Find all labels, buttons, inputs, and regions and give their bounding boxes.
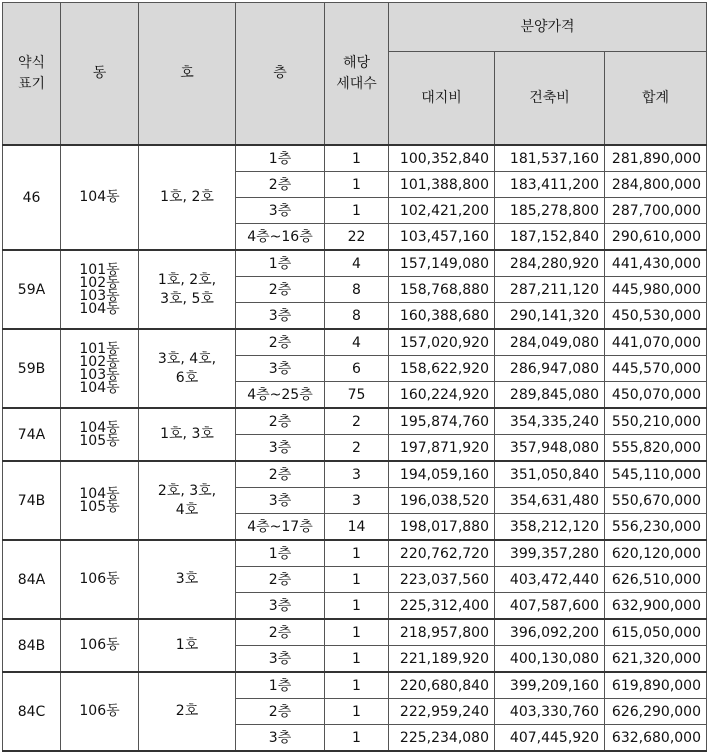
cell-total: 441,070,000 (605, 329, 707, 356)
cell-building: 354,631,480 (495, 488, 605, 514)
cell-land: 195,874,760 (389, 408, 495, 435)
cell-code: 59A (3, 250, 61, 329)
cell-floor: 1층 (236, 250, 325, 277)
cell-dong: 104동 (61, 145, 139, 250)
cell-land: 196,038,520 (389, 488, 495, 514)
cell-building: 396,092,200 (495, 619, 605, 646)
cell-land: 223,037,560 (389, 567, 495, 593)
cell-building: 403,330,760 (495, 699, 605, 725)
cell-building: 181,537,160 (495, 145, 605, 172)
cell-units: 1 (325, 646, 389, 673)
cell-total: 626,510,000 (605, 567, 707, 593)
cell-building: 407,445,920 (495, 725, 605, 752)
cell-land: 102,421,200 (389, 198, 495, 224)
cell-floor: 2층 (236, 329, 325, 356)
cell-total: 545,110,000 (605, 461, 707, 488)
cell-units: 3 (325, 488, 389, 514)
header-units: 해당 세대수 (325, 3, 389, 146)
cell-floor: 2층 (236, 567, 325, 593)
cell-building: 289,845,080 (495, 382, 605, 409)
cell-total: 615,050,000 (605, 619, 707, 646)
cell-floor: 1층 (236, 540, 325, 567)
table-row (3, 461, 707, 488)
cell-units: 1 (325, 172, 389, 198)
cell-floor: 3층 (236, 198, 325, 224)
header-code: 약식 표기 (3, 3, 61, 146)
table-row (3, 672, 707, 699)
cell-floor: 3층 (236, 725, 325, 752)
cell-units: 1 (325, 619, 389, 646)
cell-building: 284,049,080 (495, 329, 605, 356)
cell-units: 75 (325, 382, 389, 409)
cell-total: 441,430,000 (605, 250, 707, 277)
table-row (3, 408, 707, 435)
cell-building: 400,130,080 (495, 646, 605, 673)
table-row (3, 540, 707, 567)
cell-land: 221,189,920 (389, 646, 495, 673)
cell-floor: 3층 (236, 646, 325, 673)
cell-building: 399,357,280 (495, 540, 605, 567)
header-floor: 층 (236, 3, 325, 146)
cell-land: 218,957,800 (389, 619, 495, 646)
cell-land: 158,768,880 (389, 277, 495, 303)
cell-floor: 3층 (236, 435, 325, 462)
cell-land: 160,224,920 (389, 382, 495, 409)
cell-land: 194,059,160 (389, 461, 495, 488)
cell-units: 4 (325, 329, 389, 356)
cell-total: 620,120,000 (605, 540, 707, 567)
cell-building: 287,211,120 (495, 277, 605, 303)
cell-units: 3 (325, 461, 389, 488)
cell-land: 197,871,920 (389, 435, 495, 462)
cell-land: 198,017,880 (389, 514, 495, 541)
cell-units: 1 (325, 540, 389, 567)
cell-total: 556,230,000 (605, 514, 707, 541)
cell-building: 403,472,440 (495, 567, 605, 593)
table-row (3, 250, 707, 277)
cell-total: 621,320,000 (605, 646, 707, 673)
cell-land: 157,020,920 (389, 329, 495, 356)
cell-ho: 1호 (139, 619, 236, 672)
cell-ho: 3호 (139, 540, 236, 619)
header-building: 건축비 (495, 52, 605, 146)
cell-land: 220,762,720 (389, 540, 495, 567)
cell-building: 290,141,320 (495, 303, 605, 330)
table-row (3, 145, 707, 172)
cell-land: 220,680,840 (389, 672, 495, 699)
cell-units: 1 (325, 198, 389, 224)
header-dong: 동 (61, 3, 139, 146)
table-row (3, 329, 707, 356)
cell-total: 550,210,000 (605, 408, 707, 435)
cell-total: 619,890,000 (605, 672, 707, 699)
cell-building: 354,335,240 (495, 408, 605, 435)
cell-dong: 101동 102동 103동 104동 (61, 329, 139, 408)
cell-land: 103,457,160 (389, 224, 495, 251)
cell-land: 157,149,080 (389, 250, 495, 277)
cell-floor: 3층 (236, 303, 325, 330)
cell-code: 84B (3, 619, 61, 672)
header-total: 합계 (605, 52, 707, 146)
cell-floor: 3층 (236, 593, 325, 620)
cell-code: 84A (3, 540, 61, 619)
cell-floor: 1층 (236, 145, 325, 172)
cell-units: 2 (325, 435, 389, 462)
cell-total: 632,900,000 (605, 593, 707, 620)
cell-code: 74B (3, 461, 61, 540)
cell-units: 1 (325, 567, 389, 593)
table-row (3, 619, 707, 646)
cell-code: 46 (3, 145, 61, 250)
header-price-group: 분양가격 (389, 3, 707, 52)
price-table (2, 2, 707, 752)
cell-ho: 1호, 3호 (139, 408, 236, 461)
cell-ho: 1호, 2호 (139, 145, 236, 250)
cell-total: 281,890,000 (605, 145, 707, 172)
cell-building: 351,050,840 (495, 461, 605, 488)
cell-building: 407,587,600 (495, 593, 605, 620)
cell-building: 284,280,920 (495, 250, 605, 277)
cell-units: 2 (325, 408, 389, 435)
cell-total: 555,820,000 (605, 435, 707, 462)
cell-land: 100,352,840 (389, 145, 495, 172)
cell-building: 358,212,120 (495, 514, 605, 541)
cell-floor: 3층 (236, 488, 325, 514)
cell-units: 14 (325, 514, 389, 541)
table-header (3, 3, 707, 146)
cell-land: 225,312,400 (389, 593, 495, 620)
cell-total: 284,800,000 (605, 172, 707, 198)
cell-ho: 2호, 3호, 4호 (139, 461, 236, 540)
cell-dong: 101동 102동 103동 104동 (61, 250, 139, 329)
cell-units: 1 (325, 725, 389, 752)
cell-land: 160,388,680 (389, 303, 495, 330)
cell-code: 59B (3, 329, 61, 408)
cell-ho: 2호 (139, 672, 236, 751)
header-land: 대지비 (389, 52, 495, 146)
cell-land: 225,234,080 (389, 725, 495, 752)
cell-building: 357,948,080 (495, 435, 605, 462)
cell-units: 8 (325, 277, 389, 303)
cell-total: 445,570,000 (605, 356, 707, 382)
cell-total: 445,980,000 (605, 277, 707, 303)
cell-building: 183,411,200 (495, 172, 605, 198)
cell-floor: 2층 (236, 699, 325, 725)
cell-ho: 1호, 2호, 3호, 5호 (139, 250, 236, 329)
cell-building: 399,209,160 (495, 672, 605, 699)
cell-floor: 4층~25층 (236, 382, 325, 409)
cell-dong: 106동 (61, 619, 139, 672)
cell-floor: 2층 (236, 277, 325, 303)
cell-floor: 4층~17층 (236, 514, 325, 541)
cell-total: 450,070,000 (605, 382, 707, 409)
cell-ho: 3호, 4호, 6호 (139, 329, 236, 408)
cell-building: 185,278,800 (495, 198, 605, 224)
cell-floor: 3층 (236, 356, 325, 382)
cell-units: 22 (325, 224, 389, 251)
cell-floor: 2층 (236, 408, 325, 435)
cell-total: 550,670,000 (605, 488, 707, 514)
cell-units: 1 (325, 672, 389, 699)
cell-total: 450,530,000 (605, 303, 707, 330)
cell-code: 74A (3, 408, 61, 461)
cell-floor: 4층~16층 (236, 224, 325, 251)
cell-floor: 1층 (236, 672, 325, 699)
cell-units: 1 (325, 593, 389, 620)
cell-land: 101,388,800 (389, 172, 495, 198)
cell-units: 1 (325, 699, 389, 725)
header-ho: 호 (139, 3, 236, 146)
cell-units: 1 (325, 145, 389, 172)
cell-floor: 2층 (236, 461, 325, 488)
table-body (3, 145, 707, 751)
cell-dong: 104동 105동 (61, 408, 139, 461)
cell-units: 4 (325, 250, 389, 277)
cell-total: 626,290,000 (605, 699, 707, 725)
cell-dong: 104동 105동 (61, 461, 139, 540)
cell-floor: 2층 (236, 172, 325, 198)
cell-total: 287,700,000 (605, 198, 707, 224)
cell-land: 158,622,920 (389, 356, 495, 382)
cell-units: 8 (325, 303, 389, 330)
cell-dong: 106동 (61, 672, 139, 751)
cell-code: 84C (3, 672, 61, 751)
cell-land: 222,959,240 (389, 699, 495, 725)
cell-building: 286,947,080 (495, 356, 605, 382)
cell-building: 187,152,840 (495, 224, 605, 251)
cell-total: 632,680,000 (605, 725, 707, 752)
price-table-container (2, 2, 707, 752)
cell-dong: 106동 (61, 540, 139, 619)
cell-total: 290,610,000 (605, 224, 707, 251)
cell-units: 6 (325, 356, 389, 382)
cell-floor: 2층 (236, 619, 325, 646)
